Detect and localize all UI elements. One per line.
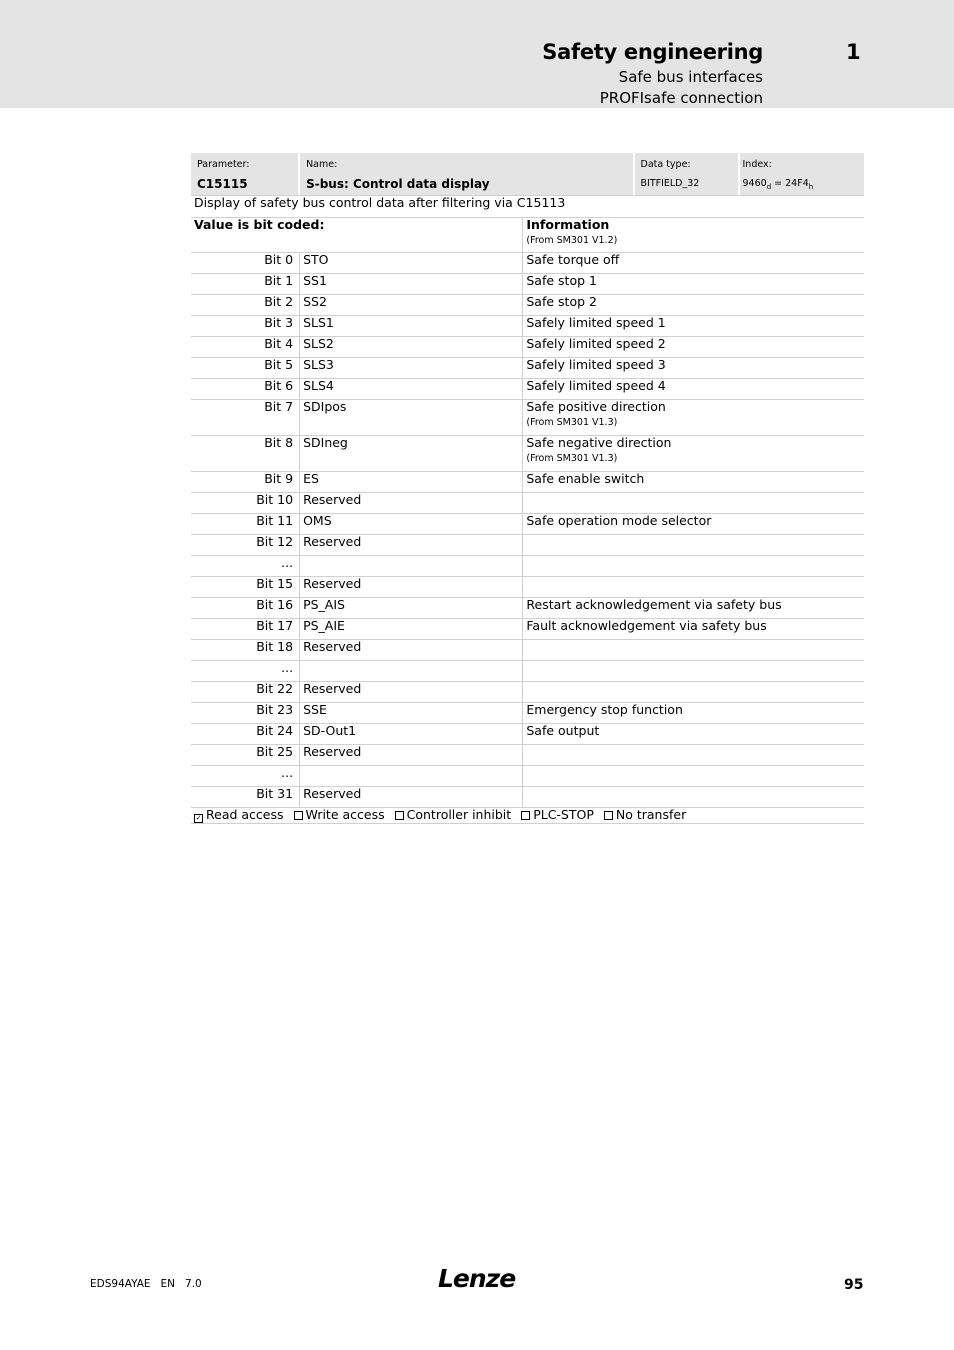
- bit-number: Bit 11: [191, 514, 300, 535]
- bit-code: Reserved: [300, 577, 523, 598]
- bit-info-cell: [523, 577, 864, 598]
- bit-number: Bit 23: [191, 703, 300, 724]
- bit-info-cell: [523, 619, 864, 640]
- index-label: Index:: [742, 159, 772, 170]
- bit-info-cell: [523, 337, 864, 358]
- bit-code: SDIpos: [300, 400, 523, 436]
- bit-row: [191, 577, 864, 598]
- legend-label: No transfer: [615, 807, 687, 822]
- bit-row: [191, 535, 864, 556]
- bit-code: SS1: [300, 274, 523, 295]
- bit-row: [191, 295, 864, 316]
- bit-number: Bit 7: [191, 400, 300, 436]
- bit-code: SD-Out1: [300, 724, 523, 745]
- bit-code: STO: [300, 253, 523, 274]
- bit-number: Bit 15: [191, 577, 300, 598]
- bit-info-cell: [523, 316, 864, 337]
- legend-item: [604, 807, 686, 822]
- bit-code: ES: [300, 472, 523, 493]
- parameter-code: C15115: [197, 177, 248, 191]
- datatype-label: Data type:: [640, 159, 691, 170]
- datatype-value: BITFIELD_32: [640, 178, 700, 189]
- bit-info: Safe operation mode selector: [526, 513, 712, 528]
- parameter-cell: [191, 153, 300, 196]
- bit-number: Bit 10: [191, 493, 300, 514]
- parameter-name: S-bus: Control data display: [306, 177, 490, 191]
- chapter-number: 1: [846, 40, 861, 64]
- bit-row: [191, 472, 864, 493]
- bit-row: [191, 400, 864, 436]
- description-row: [191, 196, 864, 218]
- bit-info: Safe stop 2: [526, 294, 597, 309]
- legend-item: [395, 807, 512, 822]
- bit-info-cell: [523, 274, 864, 295]
- bit-number: Bit 1: [191, 274, 300, 295]
- index-cell: [740, 153, 862, 195]
- parameter-label: Parameter:: [197, 159, 250, 170]
- bit-rows: [191, 253, 864, 808]
- bit-info-note: (From SM301 V1.3): [526, 417, 618, 428]
- bit-row: [191, 337, 864, 358]
- lenze-logo: Lenze: [438, 1264, 516, 1293]
- bit-info: Safe stop 1: [526, 273, 597, 288]
- bit-info-cell: [523, 295, 864, 316]
- parameter-description: Display of safety bus control data after filtering via C15113: [191, 196, 864, 218]
- bit-row: [191, 514, 864, 535]
- bit-info: Safe torque off: [526, 252, 620, 267]
- bit-row: [191, 493, 864, 514]
- document-id: EDS94AYAE EN 7.0: [90, 1278, 202, 1290]
- bit-info: Safely limited speed 1: [526, 315, 666, 330]
- index-value: $9460_d = 24F4_h$: [742, 178, 814, 191]
- bit-code: SLS2: [300, 337, 523, 358]
- value-header: Value is bit coded:: [191, 218, 523, 253]
- info-header-cell: [523, 218, 864, 253]
- bit-info-cell: [523, 745, 864, 766]
- bit-info-cell: [523, 253, 864, 274]
- bit-code: PS_AIS: [300, 598, 523, 619]
- bit-row: [191, 436, 864, 472]
- bit-info-cell: [523, 556, 864, 577]
- bit-row: [191, 253, 864, 274]
- bit-code: Reserved: [300, 640, 523, 661]
- name-label: Name:: [306, 159, 338, 170]
- bit-row: [191, 640, 864, 661]
- bit-row: [191, 682, 864, 703]
- bit-code: Reserved: [300, 535, 523, 556]
- legend-item: [194, 807, 284, 822]
- bit-row: [191, 358, 864, 379]
- bit-number: Bit 9: [191, 472, 300, 493]
- bit-info: Safe output: [526, 723, 600, 738]
- bit-info-cell: [523, 472, 864, 493]
- bit-info-cell: [523, 493, 864, 514]
- header-band: [0, 0, 954, 108]
- bit-info: Fault acknowledgement via safety bus: [526, 618, 767, 633]
- bit-row: [191, 724, 864, 745]
- bit-number: Bit 25: [191, 745, 300, 766]
- bit-row: [191, 745, 864, 766]
- parameter-header-row: [191, 153, 864, 196]
- bit-number: Bit 16: [191, 598, 300, 619]
- bit-info: Emergency stop function: [526, 702, 683, 717]
- bit-code: SSE: [300, 703, 523, 724]
- bit-info: Safely limited speed 3: [526, 357, 666, 372]
- bit-code: Reserved: [300, 787, 523, 808]
- bit-number: Bit 6: [191, 379, 300, 400]
- bit-info-cell: [523, 436, 864, 472]
- bit-number: Bit 0: [191, 253, 300, 274]
- legend-label: PLC-STOP: [533, 807, 594, 822]
- bit-info: Safe negative direction: [526, 435, 672, 450]
- section-subtitle: Safe bus interfaces: [618, 68, 763, 86]
- legend-item: [521, 807, 594, 822]
- bit-info-cell: [523, 598, 864, 619]
- parameter-table: [191, 153, 864, 824]
- bit-code: [300, 766, 523, 787]
- access-legend: [191, 808, 864, 824]
- bit-row: [191, 556, 864, 577]
- page-number: 95: [844, 1277, 864, 1293]
- bit-code: SDIneg: [300, 436, 523, 472]
- bit-row: [191, 703, 864, 724]
- bit-code: SLS1: [300, 316, 523, 337]
- bit-row: [191, 598, 864, 619]
- bit-code: SLS3: [300, 358, 523, 379]
- bit-info: Safe enable switch: [526, 471, 645, 486]
- legend-label: Read access: [206, 807, 284, 822]
- bit-info: Safely limited speed 4: [526, 378, 666, 393]
- legend-item: [294, 807, 385, 822]
- bit-info-cell: [523, 787, 864, 808]
- bit-code: [300, 556, 523, 577]
- type-index-cell: [635, 153, 865, 196]
- bit-row: [191, 619, 864, 640]
- bit-number: Bit 3: [191, 316, 300, 337]
- bit-number: Bit 31: [191, 787, 300, 808]
- name-cell: [300, 153, 634, 196]
- bit-code: Reserved: [300, 493, 523, 514]
- bit-code: OMS: [300, 514, 523, 535]
- empty-box-icon: [521, 811, 530, 820]
- bit-info: Safe positive direction: [526, 399, 666, 414]
- bit-info-cell: [523, 766, 864, 787]
- bit-number: Bit 18: [191, 640, 300, 661]
- bit-code: PS_AIE: [300, 619, 523, 640]
- bit-code: Reserved: [300, 682, 523, 703]
- bit-row: [191, 661, 864, 682]
- datatype-cell: [638, 153, 740, 195]
- bit-info-cell: [523, 379, 864, 400]
- bit-info-cell: [523, 703, 864, 724]
- page-title: Safety engineering: [542, 40, 763, 64]
- bit-number: ...: [191, 766, 300, 787]
- bit-number: Bit 24: [191, 724, 300, 745]
- bit-info: Restart acknowledgement via safety bus: [526, 597, 782, 612]
- bit-row: [191, 274, 864, 295]
- bit-info-cell: [523, 514, 864, 535]
- bit-info-cell: [523, 358, 864, 379]
- bit-number: Bit 2: [191, 295, 300, 316]
- subsection-subtitle: PROFIsafe connection: [599, 89, 763, 107]
- empty-box-icon: [294, 811, 303, 820]
- bit-info-cell: [523, 724, 864, 745]
- bit-info-note: (From SM301 V1.3): [526, 453, 618, 464]
- bit-info: Safely limited speed 2: [526, 336, 666, 351]
- bit-number: Bit 8: [191, 436, 300, 472]
- info-header: Information: [526, 217, 610, 232]
- bit-row: [191, 379, 864, 400]
- bit-info-cell: [523, 661, 864, 682]
- bit-row: [191, 316, 864, 337]
- bit-number: Bit 12: [191, 535, 300, 556]
- bit-row: [191, 766, 864, 787]
- bit-number: Bit 5: [191, 358, 300, 379]
- info-header-note: (From SM301 V1.2): [526, 235, 618, 246]
- legend-label: Write access: [305, 807, 385, 822]
- bit-code: SLS4: [300, 379, 523, 400]
- bit-code: [300, 661, 523, 682]
- bit-code: SS2: [300, 295, 523, 316]
- bit-row: [191, 787, 864, 808]
- bit-info-cell: [523, 640, 864, 661]
- bit-info-cell: [523, 535, 864, 556]
- bit-number: ...: [191, 661, 300, 682]
- bit-code: Reserved: [300, 745, 523, 766]
- bit-number: ...: [191, 556, 300, 577]
- empty-box-icon: [604, 811, 613, 820]
- bit-number: Bit 4: [191, 337, 300, 358]
- empty-box-icon: [395, 811, 404, 820]
- bit-info-cell: [523, 400, 864, 436]
- bit-number: Bit 22: [191, 682, 300, 703]
- value-header-row: [191, 218, 864, 253]
- legend-label: Controller inhibit: [406, 807, 512, 822]
- access-legend-row: [191, 808, 864, 824]
- checked-box-icon: ✓: [195, 814, 202, 822]
- bit-info-cell: [523, 682, 864, 703]
- bit-number: Bit 17: [191, 619, 300, 640]
